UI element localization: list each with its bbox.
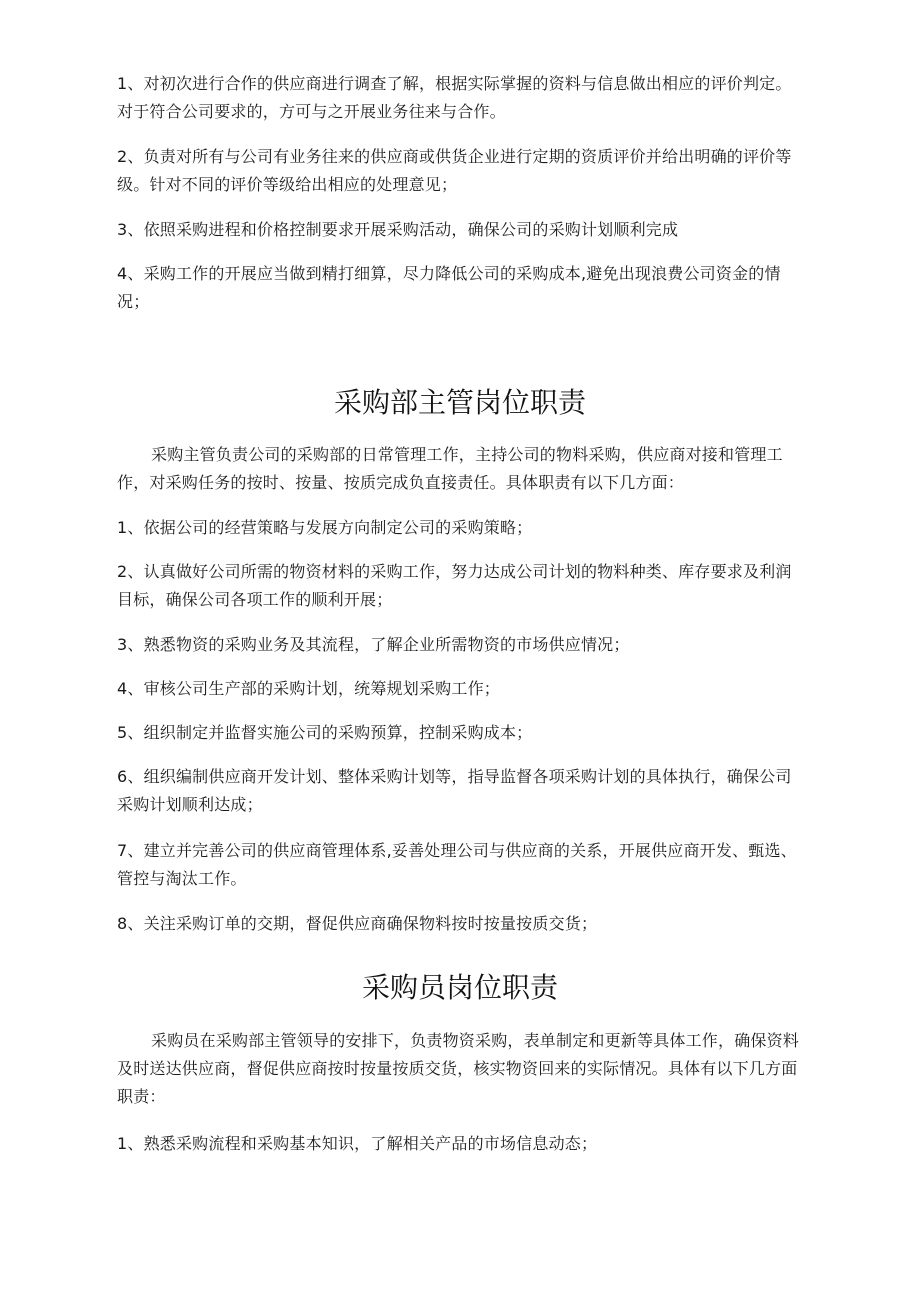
- supervisor-item-5: 5、组织制定并监督实施公司的采购预算，控制采购成本；: [117, 723, 533, 742]
- supervisor-section-title: 采购部主管岗位职责: [333, 386, 586, 419]
- supervisor-item-3: 3、熟悉物资的采购业务及其流程，了解企业所需物资的市场供应情况；: [117, 635, 630, 654]
- supervisor-item-4: 4、审核公司生产部的采购计划，统筹规划采购工作；: [117, 679, 500, 698]
- intro-item-1: 1、对初次进行合作的供应商进行调查了解，根据实际掌握的资料与信息做出相应的评价判定。对于符合公司要求的，方可与之开展业务往来与合作。: [117, 74, 792, 121]
- buyer-section-title: 采购员岗位职责: [361, 971, 558, 1004]
- supervisor-item-6: 6、组织编制供应商开发计划、整体采购计划等，指导监督各项采购计划的具体执行，确保公司采购计划顺利达成；: [117, 767, 792, 814]
- supervisor-intro: 采购主管负责公司的采购部的日常管理工作，主持公司的物料采购，供应商对接和管理工作，对采购任务的按时、按量、按质完成负直接责任。具体职责有以下几方面：: [117, 445, 783, 492]
- supervisor-item-2: 2、认真做好公司所需的物资材料的采购工作，努力达成公司计划的物料种类、库存要求及利润目标，确保公司各项工作的顺利开展；: [117, 562, 792, 609]
- buyer-item-1: 1、熟悉采购流程和采购基本知识，了解相关产品的市场信息动态；: [117, 1134, 598, 1153]
- intro-item-2: 2、负责对所有与公司有业务往来的供应商或供货企业进行定期的资质评价并给出明确的评价等级。针对不同的评价等级给出相应的处理意见；: [117, 147, 792, 194]
- buyer-intro: 采购员在采购部主管领导的安排下，负责物资采购，表单制定和更新等具体工作，确保资料及时送达供应商，督促供应商按时按量按质交货，核实物资回来的实际情况。具体有以下几方面职责：: [117, 1031, 800, 1106]
- supervisor-item-7: 7、建立并完善公司的供应商管理体系,妥善处理公司与供应商的关系，开展供应商开发、甄选、管控与淘汰工作。: [117, 841, 797, 888]
- supervisor-item-8: 8、关注采购订单的交期，督促供应商确保物料按时按量按质交货；: [117, 914, 598, 933]
- intro-item-3: 3、依照采购进程和价格控制要求开展采购活动，确保公司的采购计划顺利完成: [117, 220, 679, 239]
- intro-item-4: 4、采购工作的开展应当做到精打细算，尽力降低公司的采购成本,避免出现浪费公司资金的情况；: [117, 264, 781, 311]
- supervisor-item-1: 1、依据公司的经营策略与发展方向制定公司的采购策略；: [117, 518, 533, 537]
